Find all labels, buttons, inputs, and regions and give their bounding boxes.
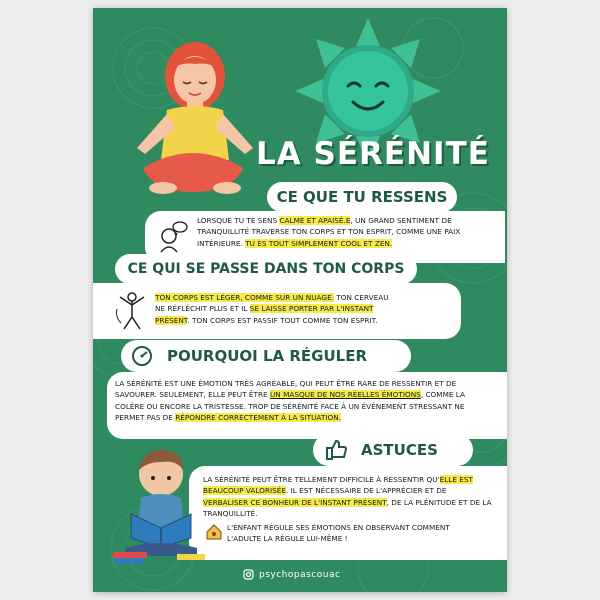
text-astuces-tip: L'ENFANT RÉGULE SES ÉMOTIONS EN OBSERVANT COMMENT L'ADULTE LA RÉGULE LUI-MÊME ! [227, 523, 450, 544]
text-ressens-h1: CALME ET APAISÉ.E [279, 216, 351, 225]
heading-reguler-text: POURQUOI LA RÉGULER [167, 347, 367, 365]
heading-corps-text: CE QUI SE PASSE DANS TON CORPS [127, 261, 405, 277]
text-astuces-h2: VERBALISER CE BONHEUR DE L'INSTANT PRÉSENT [203, 497, 387, 507]
heading-ressens [267, 182, 457, 212]
text-reguler-p1: LA SÉRÉNITÉ EST UNE ÉMOTION TRÈS AGRÉABLE, QUI PEUT ÊTRE RARE DE RESSENTIR ET DE SAVOURER. SEULEMENT, ELLE PEUT ÊTRE [115, 379, 457, 400]
text-corps-p2: . TON CORPS EST PASSIF TOUT COMME TON ESPRIT. [187, 315, 378, 325]
text-astuces-p3: , DE LA PLÉNITUDE ET DE LA TRANQUILLITÉ. [203, 497, 492, 519]
page-title: LA SÉRÉNITÉ [256, 136, 490, 172]
meditating-girl-illustration [123, 38, 263, 203]
text-corps-h1: TON CORPS EST LÉGER, COMME SUR UN NUAGE. [155, 293, 334, 302]
text-ressens-p2: , UN GRAND SENTIMENT DE TRANQUILLITÉ TRAVERSE TON CORPS ET TON ESPRIT, COMME UNE PAIX INTÉRIEURE. [197, 216, 461, 248]
text-astuces-p1: LA SÉRÉNITÉ PEUT ÊTRE TELLEMENT DIFFICILE À RESSENTIR QU' [203, 475, 440, 484]
footer-handle: psychopascouac [259, 569, 341, 580]
text-reguler [115, 378, 495, 424]
thumbs-up-icon [325, 439, 347, 461]
stretching-person-icon [115, 291, 149, 331]
text-corps-h2: SE LAISSE PORTER PAR L'INSTANT PRÉSENT [155, 304, 374, 325]
text-reguler-h2: RÉPONDRE CORRECTEMENT À LA SITUATION. [175, 413, 341, 423]
heading-astuces [313, 434, 473, 466]
text-ressens-p1: LORSQUE TU TE SENS [197, 216, 280, 225]
heading-reguler [121, 340, 411, 372]
heading-ressens-text: CE QUE TU RESSENS [276, 188, 448, 206]
gauge-icon [131, 345, 153, 367]
poster [93, 8, 507, 592]
text-astuces-p2: . IL EST NÉCESSAIRE DE L'APPRÉCIER ET DE [286, 486, 447, 496]
instagram-icon [243, 569, 254, 580]
text-ressens [197, 215, 467, 249]
text-corps [155, 292, 395, 326]
text-reguler-h1: UN MASQUE DE NOS RÉELLES ÉMOTIONS [269, 390, 421, 400]
heading-astuces-text: ASTUCES [361, 441, 438, 459]
text-astuces [203, 474, 493, 520]
text-astuces-h1: ELLE EST BEAUCOUP VALORISÉE [203, 475, 473, 496]
footer [243, 569, 340, 580]
reading-boy-illustration [111, 444, 211, 568]
text-reguler-p2: , COMME LA COLÈRE OU ENCORE LA TRISTESSE. TROP DE SÉRÉNITÉ FACE À UN ÉVÈNEMENT STRESSANT NE PERMET PAS DE [115, 390, 466, 423]
heading-corps [115, 254, 417, 284]
text-corps-p1: TON CERVEAU NE RÉFLÉCHIT PLUS ET IL [155, 293, 389, 314]
thinking-person-icon [155, 220, 189, 254]
text-ressens-h2: TU ES TOUT SIMPLEMENT COOL ET ZEN. [245, 238, 393, 248]
